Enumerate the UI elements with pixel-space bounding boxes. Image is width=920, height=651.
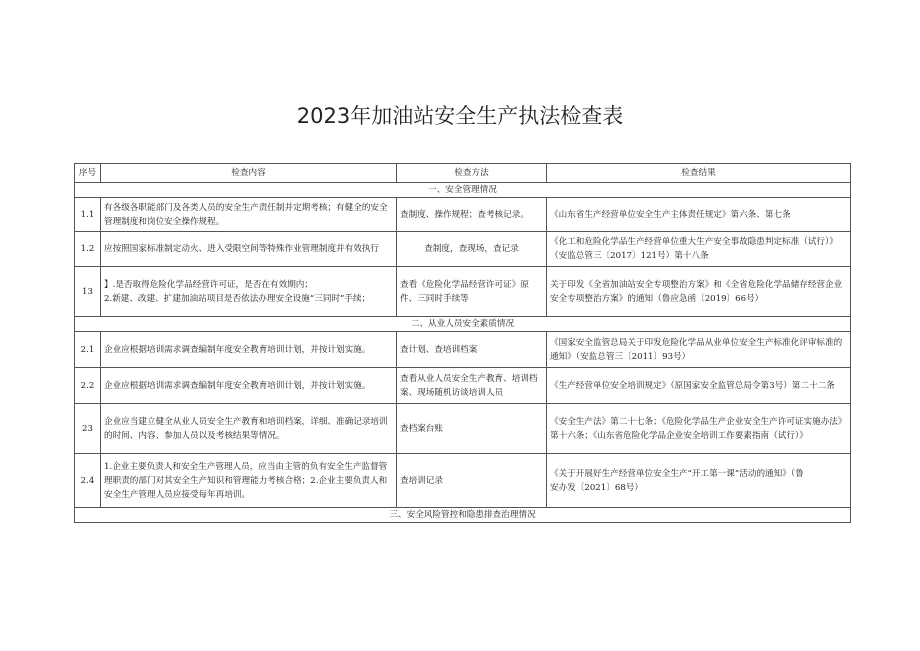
content-line: 】.是否取得危险化学品经营许可证，是否在有效期内；	[104, 279, 313, 290]
row-content: 有各级各职能部门及各类人员的安全生产责任制并定期考核；有健全的安全管理制度和岗位安全操作规程。	[101, 198, 397, 232]
section-row	[75, 317, 851, 332]
table-row	[75, 368, 851, 404]
table-row	[75, 454, 851, 508]
row-content	[101, 267, 397, 317]
row-result: 《国家安全监管总局关于印发危险化学品从业单位安全生产标准化评审标准的通知》（安监总管三〔2011〕93号）	[547, 332, 851, 368]
row-content: 企业应根据培训需求调查编制年度安全教育培训计划，并按计划实施。	[101, 368, 397, 404]
content-line: 2.新建、改建、扩建加油站项目是否依法办理安全设施“三同时”手续；	[104, 293, 371, 304]
row-method: 查培训记录	[397, 454, 547, 508]
row-number: 1.2	[75, 232, 101, 267]
row-result: 《山东省生产经营单位安全生产主体责任规定》第六条、第七条	[547, 198, 851, 232]
row-method: 查看从业人员安全生产教育、培训档案、现场随机访谈培训人员	[397, 368, 547, 404]
section-row	[75, 508, 851, 523]
row-result	[547, 454, 851, 508]
table-row	[75, 332, 851, 368]
row-method: 查制度，查现场，查记录	[397, 232, 547, 267]
row-number: 2.2	[75, 368, 101, 404]
section-title: 三、安全风险管控和隐患排查治理情况	[75, 508, 851, 523]
row-result: 《化工和危险化学品生产经营单位重大生产安全事故隐患判定标准（试行）》（安监总管三〔2017〕121号）第十八条	[547, 232, 851, 267]
row-content: 企业应根据培训需求调查编制年度安全教育培训计划，并按计划实施。	[101, 332, 397, 368]
table-row	[75, 232, 851, 267]
header-method: 检查方法	[397, 164, 547, 183]
row-number: 1.1	[75, 198, 101, 232]
row-content: 应按照国家标准制定动火、进入受限空间等特殊作业管理制度并有效执行	[101, 232, 397, 267]
row-result: 关于印发《全省加油站安全专项整治方案》和《全省危险化学品储存经营企业安全专项整治方案》的通知（鲁应急函〔2019〕66号）	[547, 267, 851, 317]
inspection-table	[74, 163, 851, 523]
row-content: 1.企业主要负责人和安全生产管理人员，应当由主管的负有安全生产监督管理职责的部门对其安全生产知识和管理能力考核合格；2.企业主要负责人和安全生产管理人员应接受每年再培训。	[101, 454, 397, 508]
row-number: 2.4	[75, 454, 101, 508]
page-title: 2023年加油站安全生产执法检查表	[296, 104, 624, 128]
row-number: 13	[75, 267, 101, 317]
section-title: 一、安全管理情况	[75, 183, 851, 198]
header-content: 检查内容	[101, 164, 397, 183]
result-line: 《关于开展好生产经营单位安全生产“开工第一课”活动的通知》（鲁	[550, 468, 804, 479]
header-seq: 序号	[75, 164, 101, 183]
row-number: 2.1	[75, 332, 101, 368]
section-title: 二、从业人员安全素质情况	[75, 317, 851, 332]
row-result: 《生产经营单位安全培训规定》（原国家安全监管总局令第3号）第二十二条	[547, 368, 851, 404]
row-method: 查看《危险化学品经营许可证》原件、三同时手续等	[397, 267, 547, 317]
row-method: 查档案台账	[397, 404, 547, 454]
table-row	[75, 404, 851, 454]
table-row	[75, 267, 851, 317]
result-line: 安办发〔2021〕68号）	[550, 482, 643, 493]
header-result: 检查结果	[547, 164, 851, 183]
table-row	[75, 198, 851, 232]
row-content: 企业应当建立健全从业人员安全生产教育和培训档案，详细、准确记录培训的时间、内容、参加人员以及考核结果等情况。	[101, 404, 397, 454]
table-header-row	[75, 164, 851, 183]
row-method: 查制度、操作规程；查考核记录。	[397, 198, 547, 232]
row-method: 查计划、查培训档案	[397, 332, 547, 368]
row-result: 《安全生产法》第二十七条；《危险化学品生产企业安全生产许可证实施办法》第十六条；《山东省危险化学品企业安全培训工作要素指南（试行）》	[547, 404, 851, 454]
section-row	[75, 183, 851, 198]
row-number: 23	[75, 404, 101, 454]
